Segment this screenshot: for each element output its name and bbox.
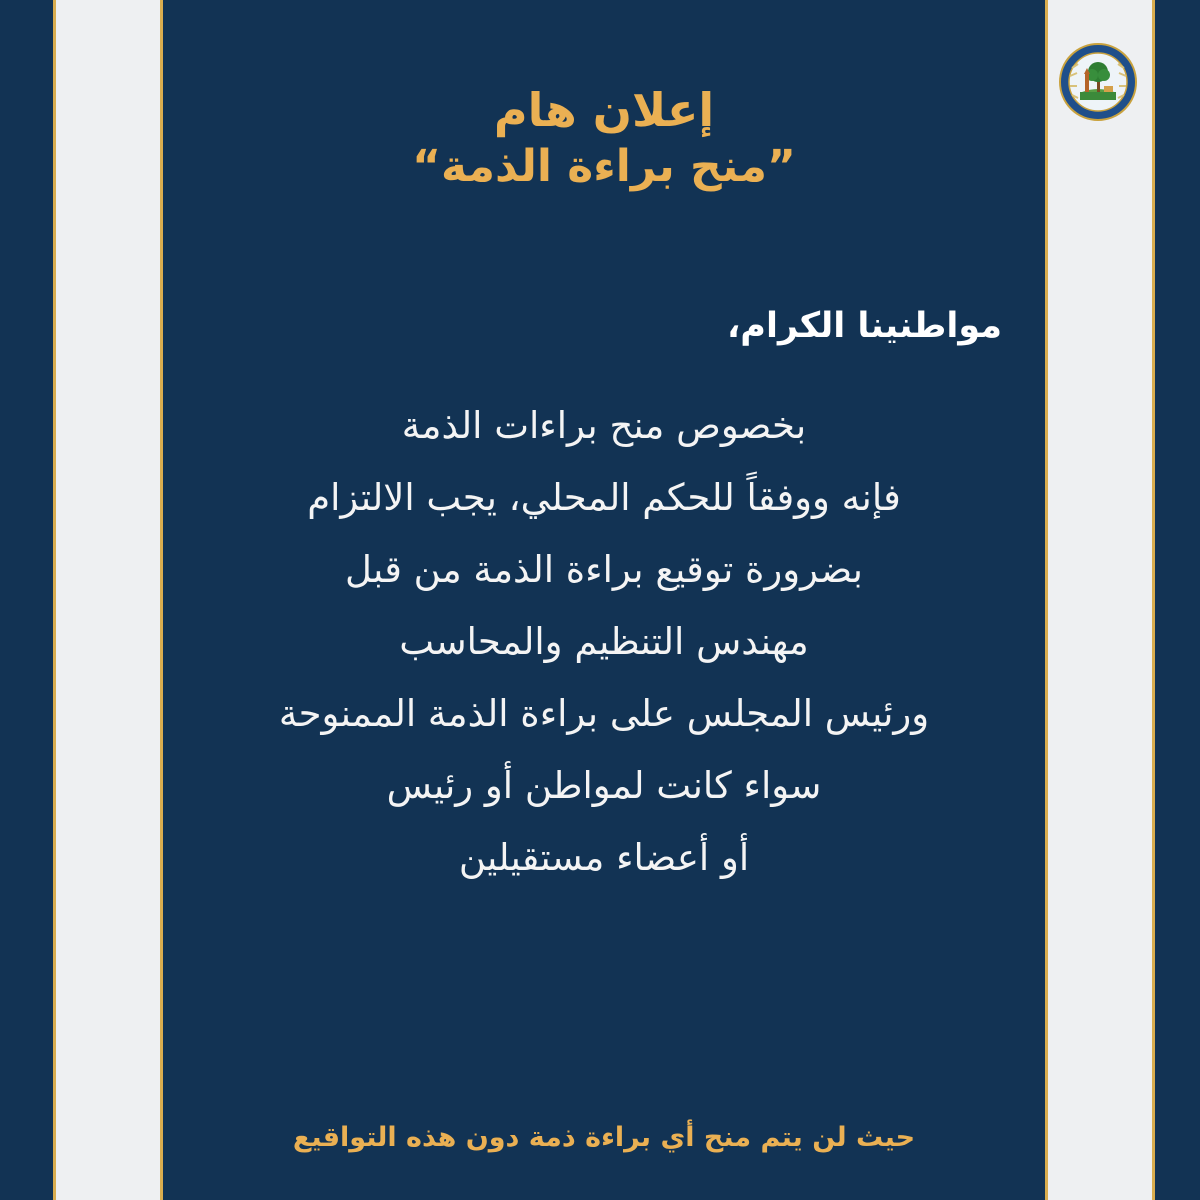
greeting-text: مواطنينا الكرام،: [727, 306, 1002, 346]
announcement-body: [163, 390, 1045, 894]
announcement-subtitle: ”منح براءة الذمة“: [412, 141, 796, 192]
body-line: سواء كانت لمواطن أو رئيس: [386, 764, 822, 807]
announcement-title: إعلان هام: [493, 83, 715, 137]
body-line: مهندس التنظيم والمحاسب: [399, 620, 809, 663]
footer-note: حيث لن يتم منح أي براءة ذمة دون هذه التواقيع: [292, 1122, 916, 1153]
announcement-header: [163, 80, 1045, 194]
body-line: فإنه ووفقاً للحكم المحلي، يجب الالتزام: [307, 476, 901, 519]
municipality-seal-icon: [1058, 42, 1138, 122]
body-line: أو أعضاء مستقيلين: [458, 836, 750, 879]
body-line: ورئيس المجلس على براءة الذمة الممنوحة: [278, 692, 930, 735]
right-decorative-strip: [1045, 0, 1155, 1200]
left-decorative-strip: [53, 0, 163, 1200]
body-line: بضرورة توقيع براءة الذمة من قبل: [345, 548, 863, 591]
body-line: بخصوص منح براءات الذمة: [401, 404, 807, 447]
